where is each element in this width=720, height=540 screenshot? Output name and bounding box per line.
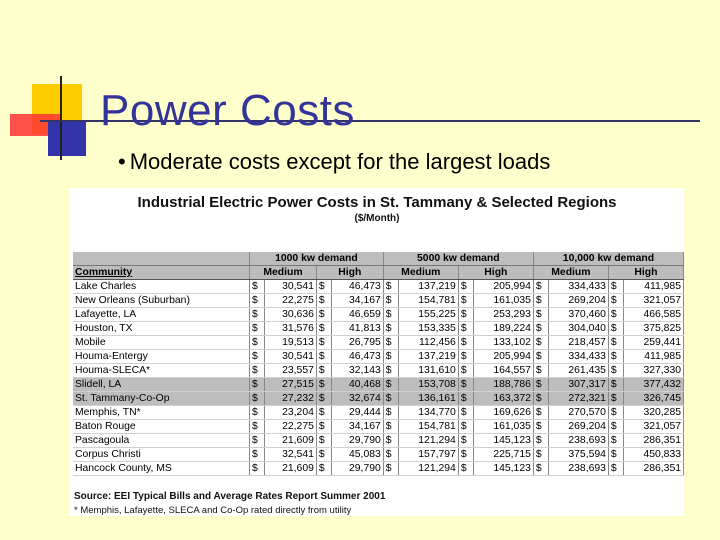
currency-cell: $ xyxy=(608,392,623,406)
table-row xyxy=(73,322,684,336)
currency-cell: $ xyxy=(250,364,265,378)
currency-cell: $ xyxy=(316,322,331,336)
high-header-10000: High xyxy=(608,266,683,280)
value-cell: 27,232 xyxy=(265,392,317,406)
currency-cell: $ xyxy=(608,294,623,308)
community-cell: Houma-Entergy xyxy=(73,350,250,364)
value-cell: 238,693 xyxy=(548,434,608,448)
currency-cell: $ xyxy=(316,350,331,364)
currency-cell: $ xyxy=(250,462,265,476)
currency-cell: $ xyxy=(250,406,265,420)
currency-cell: $ xyxy=(533,462,548,476)
power-cost-table-panel xyxy=(70,188,684,516)
currency-cell: $ xyxy=(608,336,623,350)
currency-cell: $ xyxy=(250,420,265,434)
currency-cell: $ xyxy=(316,462,331,476)
value-cell: 23,204 xyxy=(265,406,317,420)
currency-cell: $ xyxy=(533,322,548,336)
value-cell: 205,994 xyxy=(473,350,533,364)
value-cell: 32,674 xyxy=(331,392,383,406)
currency-cell: $ xyxy=(533,448,548,462)
currency-cell: $ xyxy=(316,280,331,294)
table-footnote: * Memphis, Lafayette, SLECA and Co-Op rated directly from utility xyxy=(74,505,352,516)
value-cell: 164,557 xyxy=(473,364,533,378)
community-cell: New Orleans (Suburban) xyxy=(73,294,250,308)
currency-cell: $ xyxy=(250,322,265,336)
value-cell: 32,541 xyxy=(265,448,317,462)
value-cell: 154,781 xyxy=(398,294,458,308)
value-cell: 272,321 xyxy=(548,392,608,406)
value-cell: 154,781 xyxy=(398,420,458,434)
currency-cell: $ xyxy=(608,420,623,434)
currency-cell: $ xyxy=(316,406,331,420)
currency-cell: $ xyxy=(533,364,548,378)
currency-cell: $ xyxy=(608,434,623,448)
currency-cell: $ xyxy=(533,308,548,322)
table-row xyxy=(73,336,684,350)
currency-cell: $ xyxy=(608,462,623,476)
community-cell: Houma-SLECA* xyxy=(73,364,250,378)
value-cell: 121,294 xyxy=(398,434,458,448)
value-cell: 334,433 xyxy=(548,350,608,364)
community-cell: Lake Charles xyxy=(73,280,250,294)
high-header-1000: High xyxy=(316,266,383,280)
value-cell: 327,330 xyxy=(623,364,683,378)
group-header-5000: 5000 kw demand xyxy=(383,252,533,266)
table-row xyxy=(73,448,684,462)
value-cell: 261,435 xyxy=(548,364,608,378)
currency-cell: $ xyxy=(458,406,473,420)
community-header: Community xyxy=(73,266,250,280)
value-cell: 163,372 xyxy=(473,392,533,406)
value-cell: 40,468 xyxy=(331,378,383,392)
value-cell: 155,225 xyxy=(398,308,458,322)
value-cell: 286,351 xyxy=(623,434,683,448)
value-cell: 238,693 xyxy=(548,462,608,476)
value-cell: 286,351 xyxy=(623,462,683,476)
high-header-5000: High xyxy=(458,266,533,280)
value-cell: 112,456 xyxy=(398,336,458,350)
value-cell: 29,790 xyxy=(331,434,383,448)
value-cell: 304,040 xyxy=(548,322,608,336)
currency-cell: $ xyxy=(250,434,265,448)
currency-cell: $ xyxy=(383,420,398,434)
value-cell: 41,813 xyxy=(331,322,383,336)
value-cell: 269,204 xyxy=(548,420,608,434)
table-row xyxy=(73,280,684,294)
table-units: ($/Month) xyxy=(354,213,400,224)
currency-cell: $ xyxy=(250,350,265,364)
table-row xyxy=(73,420,684,434)
currency-cell: $ xyxy=(383,448,398,462)
value-cell: 225,715 xyxy=(473,448,533,462)
currency-cell: $ xyxy=(316,336,331,350)
group-header-1000: 1000 kw demand xyxy=(250,252,384,266)
currency-cell: $ xyxy=(250,378,265,392)
currency-cell: $ xyxy=(250,392,265,406)
medium-header-1000: Medium xyxy=(250,266,317,280)
bullet-text: Moderate costs except for the largest loads xyxy=(129,149,551,174)
community-cell: Houston, TX xyxy=(73,322,250,336)
currency-cell: $ xyxy=(458,322,473,336)
currency-cell: $ xyxy=(458,434,473,448)
value-cell: 31,576 xyxy=(265,322,317,336)
currency-cell: $ xyxy=(458,378,473,392)
currency-cell: $ xyxy=(458,294,473,308)
value-cell: 46,473 xyxy=(331,350,383,364)
currency-cell: $ xyxy=(250,280,265,294)
table-row xyxy=(73,378,684,392)
table-source: Source: EEI Typical Bills and Average Rates Report Summer 2001 xyxy=(74,491,386,502)
value-cell: 145,123 xyxy=(473,462,533,476)
currency-cell: $ xyxy=(316,434,331,448)
value-cell: 320,285 xyxy=(623,406,683,420)
currency-cell: $ xyxy=(316,392,331,406)
value-cell: 375,594 xyxy=(548,448,608,462)
currency-cell: $ xyxy=(383,322,398,336)
value-cell: 326,745 xyxy=(623,392,683,406)
currency-cell: $ xyxy=(533,392,548,406)
value-cell: 121,294 xyxy=(398,462,458,476)
value-cell: 30,636 xyxy=(265,308,317,322)
community-cell: Slidell, LA xyxy=(73,378,250,392)
currency-cell: $ xyxy=(533,294,548,308)
currency-cell: $ xyxy=(608,378,623,392)
community-cell: Mobile xyxy=(73,336,250,350)
currency-cell: $ xyxy=(533,350,548,364)
value-cell: 161,035 xyxy=(473,294,533,308)
currency-cell: $ xyxy=(458,462,473,476)
value-cell: 307,317 xyxy=(548,378,608,392)
value-cell: 157,797 xyxy=(398,448,458,462)
value-cell: 45,083 xyxy=(331,448,383,462)
currency-cell: $ xyxy=(316,378,331,392)
currency-cell: $ xyxy=(608,350,623,364)
currency-cell: $ xyxy=(458,280,473,294)
value-cell: 375,825 xyxy=(623,322,683,336)
value-cell: 30,541 xyxy=(265,280,317,294)
value-cell: 153,708 xyxy=(398,378,458,392)
currency-cell: $ xyxy=(608,280,623,294)
value-cell: 169,626 xyxy=(473,406,533,420)
currency-cell: $ xyxy=(533,336,548,350)
medium-header-5000: Medium xyxy=(383,266,458,280)
value-cell: 34,167 xyxy=(331,420,383,434)
currency-cell: $ xyxy=(383,280,398,294)
logo-blue-block xyxy=(48,120,86,156)
currency-cell: $ xyxy=(533,378,548,392)
value-cell: 21,609 xyxy=(265,434,317,448)
value-cell: 153,335 xyxy=(398,322,458,336)
value-cell: 321,057 xyxy=(623,294,683,308)
slide-title: Power Costs xyxy=(100,86,355,135)
community-cell: Pascagoula xyxy=(73,434,250,448)
community-cell: Hancock County, MS xyxy=(73,462,250,476)
table-row xyxy=(73,462,684,476)
currency-cell: $ xyxy=(316,308,331,322)
value-cell: 253,293 xyxy=(473,308,533,322)
currency-cell: $ xyxy=(316,294,331,308)
currency-cell: $ xyxy=(458,420,473,434)
currency-cell: $ xyxy=(383,350,398,364)
value-cell: 22,275 xyxy=(265,294,317,308)
value-cell: 377,432 xyxy=(623,378,683,392)
value-cell: 161,035 xyxy=(473,420,533,434)
value-cell: 188,786 xyxy=(473,378,533,392)
value-cell: 218,457 xyxy=(548,336,608,350)
value-cell: 19,513 xyxy=(265,336,317,350)
bullet-item xyxy=(118,149,550,175)
power-cost-table xyxy=(73,252,684,476)
currency-cell: $ xyxy=(250,308,265,322)
currency-cell: $ xyxy=(383,462,398,476)
table-row xyxy=(73,294,684,308)
value-cell: 34,167 xyxy=(331,294,383,308)
currency-cell: $ xyxy=(533,406,548,420)
value-cell: 205,994 xyxy=(473,280,533,294)
value-cell: 259,441 xyxy=(623,336,683,350)
value-cell: 136,161 xyxy=(398,392,458,406)
currency-cell: $ xyxy=(458,392,473,406)
group-header-blank xyxy=(73,252,250,266)
table-row xyxy=(73,308,684,322)
value-cell: 21,609 xyxy=(265,462,317,476)
value-cell: 29,790 xyxy=(331,462,383,476)
community-cell: Baton Rouge xyxy=(73,420,250,434)
table-row xyxy=(73,392,684,406)
value-cell: 145,123 xyxy=(473,434,533,448)
currency-cell: $ xyxy=(316,364,331,378)
value-cell: 134,770 xyxy=(398,406,458,420)
value-cell: 29,444 xyxy=(331,406,383,420)
value-cell: 131,610 xyxy=(398,364,458,378)
value-cell: 26,795 xyxy=(331,336,383,350)
currency-cell: $ xyxy=(533,434,548,448)
table-row xyxy=(73,434,684,448)
currency-cell: $ xyxy=(608,406,623,420)
community-cell: Corpus Christi xyxy=(73,448,250,462)
currency-cell: $ xyxy=(250,336,265,350)
currency-cell: $ xyxy=(383,434,398,448)
community-cell: St. Tammany-Co-Op xyxy=(73,392,250,406)
value-cell: 466,585 xyxy=(623,308,683,322)
currency-cell: $ xyxy=(383,406,398,420)
table-row xyxy=(73,364,684,378)
group-header-row xyxy=(73,252,684,266)
table-row xyxy=(73,350,684,364)
currency-cell: $ xyxy=(250,294,265,308)
currency-cell: $ xyxy=(458,448,473,462)
value-cell: 23,557 xyxy=(265,364,317,378)
value-cell: 321,057 xyxy=(623,420,683,434)
currency-cell: $ xyxy=(608,364,623,378)
value-cell: 334,433 xyxy=(548,280,608,294)
table-title: Industrial Electric Power Costs in St. Tammany & Selected Regions xyxy=(137,194,617,211)
value-cell: 46,659 xyxy=(331,308,383,322)
value-cell: 137,219 xyxy=(398,280,458,294)
value-cell: 411,985 xyxy=(623,280,683,294)
currency-cell: $ xyxy=(316,448,331,462)
medium-header-10000: Medium xyxy=(533,266,608,280)
community-cell: Lafayette, LA xyxy=(73,308,250,322)
currency-cell: $ xyxy=(458,308,473,322)
value-cell: 133,102 xyxy=(473,336,533,350)
value-cell: 269,204 xyxy=(548,294,608,308)
currency-cell: $ xyxy=(533,280,548,294)
value-cell: 30,541 xyxy=(265,350,317,364)
currency-cell: $ xyxy=(608,448,623,462)
currency-cell: $ xyxy=(250,448,265,462)
value-cell: 27,515 xyxy=(265,378,317,392)
currency-cell: $ xyxy=(383,378,398,392)
currency-cell: $ xyxy=(458,336,473,350)
column-header-row xyxy=(73,266,684,280)
bullet-dot: • xyxy=(118,149,126,174)
value-cell: 411,985 xyxy=(623,350,683,364)
value-cell: 22,275 xyxy=(265,420,317,434)
logo-vertical-line xyxy=(60,76,62,160)
currency-cell: $ xyxy=(383,294,398,308)
currency-cell: $ xyxy=(383,364,398,378)
currency-cell: $ xyxy=(458,364,473,378)
currency-cell: $ xyxy=(533,420,548,434)
currency-cell: $ xyxy=(316,420,331,434)
value-cell: 137,219 xyxy=(398,350,458,364)
value-cell: 450,833 xyxy=(623,448,683,462)
value-cell: 189,224 xyxy=(473,322,533,336)
currency-cell: $ xyxy=(608,322,623,336)
value-cell: 46,473 xyxy=(331,280,383,294)
value-cell: 370,460 xyxy=(548,308,608,322)
currency-cell: $ xyxy=(383,392,398,406)
value-cell: 270,570 xyxy=(548,406,608,420)
group-header-10000: 10,000 kw demand xyxy=(533,252,683,266)
value-cell: 32,143 xyxy=(331,364,383,378)
community-cell: Memphis, TN* xyxy=(73,406,250,420)
table-row xyxy=(73,406,684,420)
currency-cell: $ xyxy=(608,308,623,322)
currency-cell: $ xyxy=(383,336,398,350)
currency-cell: $ xyxy=(458,350,473,364)
currency-cell: $ xyxy=(383,308,398,322)
